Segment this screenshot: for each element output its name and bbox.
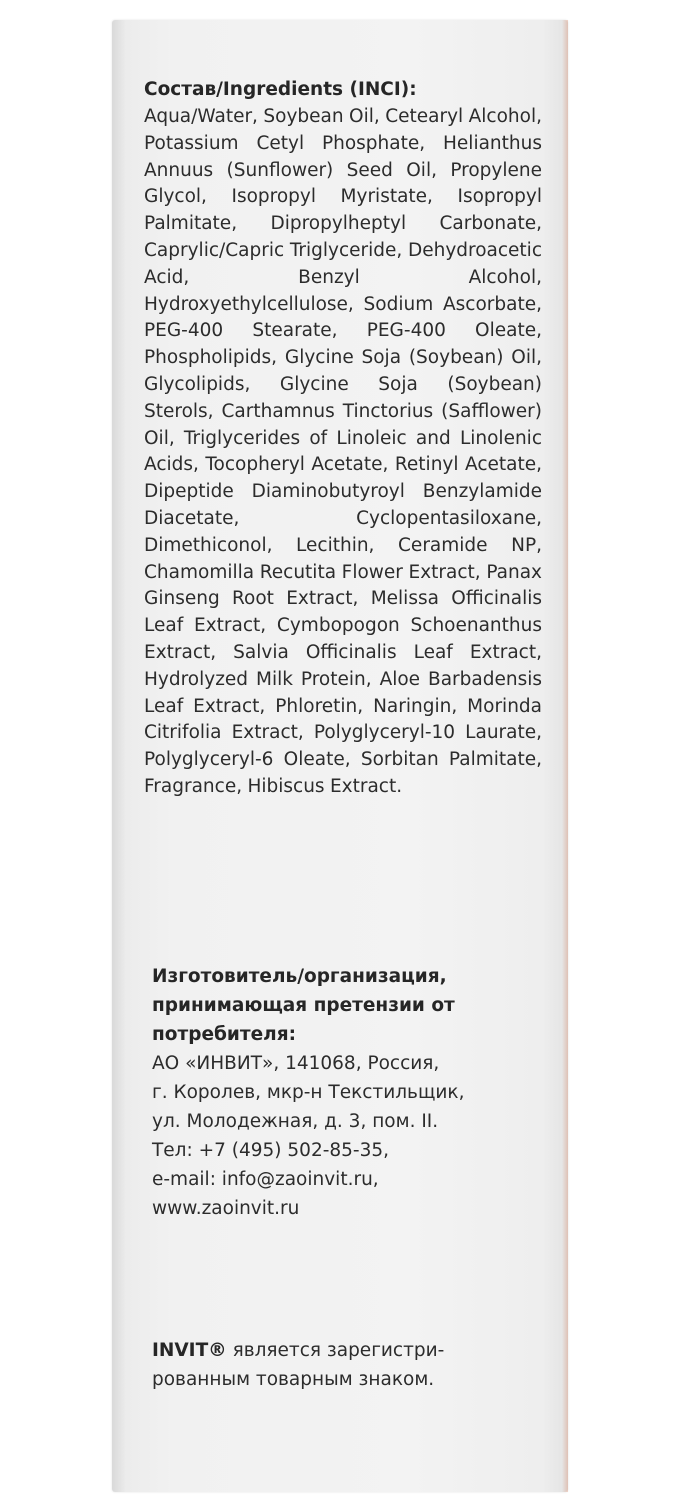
- manufacturer-address-line-2: г. Королев, мкр-н Текстильщик,: [152, 1082, 465, 1103]
- manufacturer-title-line-1: Изготовитель/организация,: [152, 966, 447, 987]
- trademark-brand: INVIT®: [152, 1340, 227, 1361]
- trademark-section: [152, 1336, 552, 1394]
- manufacturer-title-line-2: принимающая претензии от: [152, 995, 455, 1016]
- trademark-line-1: [152, 1336, 552, 1365]
- manufacturer-website: www.zaoinvit.ru: [152, 1198, 300, 1219]
- ingredients-section: [144, 76, 542, 801]
- package-box: [112, 20, 568, 1492]
- trademark-line-1-rest: является зарегистри-: [226, 1340, 445, 1361]
- ingredients-title: Состав/Ingredients (INCI):: [144, 79, 417, 100]
- manufacturer-address-line-3: ул. Молодежная, д. 3, пом. II.: [152, 1111, 439, 1132]
- manufacturer-section: [152, 962, 542, 1223]
- manufacturer-address-line-1: АО «ИНВИТ», 141068, Россия,: [152, 1053, 440, 1074]
- manufacturer-title-line-3: потребителя:: [152, 1024, 296, 1045]
- ingredients-list: Aqua/Water, Soybean Oil, Cetearyl Alcohol, Potassium Cetyl Phosphate, Helianthus Annuus (Sunflower) Seed Oil, Propylene Glycol, Isopropyl Myristate, Isopropyl Palmitate, Dipropylheptyl Carbonate, Caprylic/Capric Triglyceride, Dehydroacetic Acid, Benzyl Alcohol, Hydroxyethylcellulose, Sodium Ascorbate, PEG-400 Stearate, PEG-400 Oleate, Phospholipids, Glycine Soja (Soybean) Oil, Glycolipids, Glycine Soja (Soybean) Sterols, Carthamnus Tinctorius (Safflower) Oil, Triglycerides of Linoleic and Linolenic Acids, Tocopheryl Acetate, Retinyl Acetate, Dipeptide Diaminobutyroyl Benzylamide Diacetate, Cyclopentasiloxane, Dimethiconol, Lecithin, Ceramide NP, Chamomilla Recutita Flower Extract, Panax Ginseng Root Extract, Melissa Officinalis Leaf Extract, Cymbopogon Schoenanthus Extract, Salvia Officinalis Leaf Extract, Hydrolyzed Milk Protein, Aloe Barbadensis Leaf Extract, Phloretin, Naringin, Morinda Citrifolia Extract, Polyglyceryl-10 Laurate, Polyglyceryl-6 Oleate, Sorbitan Palmitate, Fragrance, Hibiscus Extract.: [144, 106, 542, 797]
- box-side-edge: [562, 20, 568, 1492]
- trademark-line-2: рованным товарным знаком.: [152, 1369, 435, 1390]
- manufacturer-phone: Тел: +7 (495) 502-85-35,: [152, 1140, 390, 1161]
- manufacturer-email: e-mail: info@zaoinvit.ru,: [152, 1169, 379, 1190]
